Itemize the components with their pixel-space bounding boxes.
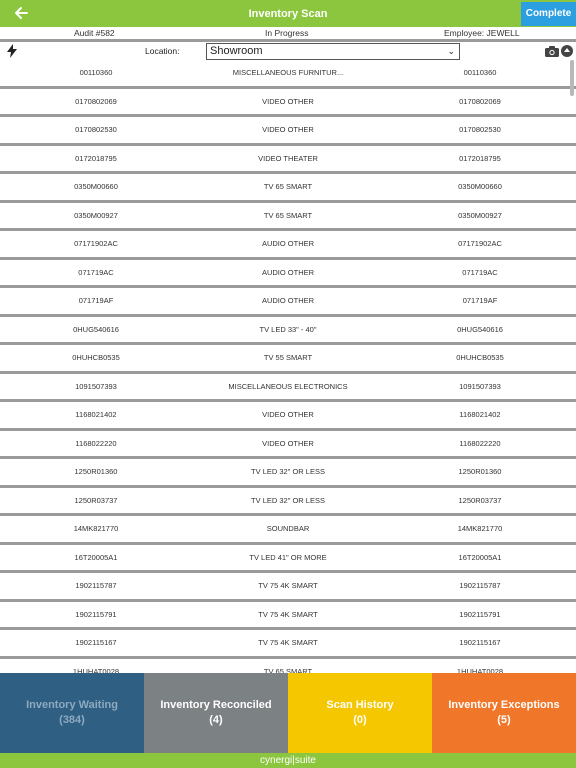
item-serial: 0HUHCB0535	[456, 353, 504, 362]
item-description: TV LED 32" OR LESS	[251, 495, 325, 505]
tab-count: (0)	[353, 714, 367, 726]
table-row[interactable]	[0, 402, 576, 431]
item-serial: 1250R03737	[458, 495, 502, 505]
item-serial: 1168021402	[459, 410, 501, 419]
complete-button[interactable]: Complete	[521, 2, 576, 26]
location-bar	[0, 42, 576, 60]
tab-inventory-exceptions[interactable]	[432, 673, 576, 753]
tab-label: Scan History	[326, 699, 394, 711]
employee-name: Employee: JEWELL	[444, 28, 520, 38]
table-row[interactable]	[0, 260, 576, 289]
item-serial: 14MK821770	[457, 524, 503, 533]
item-description: AUDIO OTHER	[261, 239, 315, 248]
location-select[interactable]	[206, 43, 460, 60]
item-serial: 1902115791	[459, 609, 501, 619]
tab-label: Inventory Reconciled	[160, 699, 272, 711]
inventory-list[interactable]	[0, 60, 576, 673]
tab-label: Inventory Exceptions	[448, 699, 560, 711]
page-title: Inventory Scan	[248, 8, 328, 20]
item-description: VIDEO OTHER	[262, 438, 314, 448]
item-description: TV 55 SMART	[263, 353, 313, 362]
audit-status: In Progress	[265, 28, 309, 38]
item-serial: 07171902AC	[74, 239, 118, 248]
table-row[interactable]	[0, 288, 576, 317]
table-row[interactable]	[0, 602, 576, 631]
table-row[interactable]	[0, 60, 576, 89]
item-serial: 0HUG540616	[457, 324, 503, 334]
table-row[interactable]	[0, 488, 576, 517]
bottom-tabs	[0, 673, 576, 753]
item-description: TV 75 4K SMART	[258, 609, 318, 619]
item-serial: 1902115791	[75, 609, 117, 619]
item-serial: 00110360	[463, 68, 497, 77]
brand-footer: cynergi|suite	[0, 753, 576, 768]
item-serial: 1250R01360	[458, 467, 502, 476]
audit-number: Audit #582	[74, 28, 115, 38]
table-row[interactable]	[0, 89, 576, 118]
table-row[interactable]	[0, 630, 576, 659]
item-serial: 0350M00927	[74, 210, 118, 220]
item-serial: 0170802069	[75, 96, 117, 106]
table-row[interactable]	[0, 203, 576, 232]
chevron-down-icon: ⌄	[447, 46, 455, 56]
item-serial: 1HUHAT0028	[72, 666, 120, 673]
table-row[interactable]	[0, 231, 576, 260]
scroll-up-icon[interactable]	[561, 45, 573, 57]
item-serial: 07171902AC	[458, 239, 502, 248]
item-description: VIDEO OTHER	[262, 125, 314, 134]
item-serial: 14MK821770	[73, 524, 119, 533]
item-description: VIDEO THEATER	[258, 153, 318, 163]
item-serial: 1091507393	[459, 381, 501, 391]
item-serial: 0170802069	[459, 96, 501, 106]
item-serial: 0350M00660	[74, 182, 118, 191]
item-serial: 1902115787	[459, 581, 501, 590]
tab-label: Inventory Waiting	[26, 699, 118, 711]
table-row[interactable]	[0, 573, 576, 602]
tab-count: (384)	[59, 714, 85, 726]
item-serial: 16T20005A1	[74, 552, 118, 562]
tab-inventory-reconciled[interactable]	[144, 673, 288, 753]
item-serial: 1902115167	[459, 638, 501, 647]
table-row[interactable]	[0, 659, 576, 674]
audit-info-bar	[0, 27, 576, 39]
table-row[interactable]	[0, 431, 576, 460]
table-row[interactable]	[0, 459, 576, 488]
item-description: AUDIO OTHER	[261, 267, 315, 277]
table-row[interactable]	[0, 516, 576, 545]
tab-count: (4)	[209, 714, 223, 726]
item-serial: 1091507393	[75, 381, 117, 391]
item-description: VIDEO OTHER	[262, 96, 314, 106]
item-serial: 1902115787	[75, 581, 117, 590]
item-description: VIDEO OTHER	[262, 410, 314, 419]
item-description: TV 65 SMART	[263, 666, 313, 673]
item-serial: 1168022220	[459, 438, 501, 448]
item-serial: 0170802530	[459, 125, 501, 134]
table-row[interactable]	[0, 317, 576, 346]
bolt-icon[interactable]	[6, 44, 18, 58]
table-row[interactable]	[0, 117, 576, 146]
scrollbar[interactable]	[570, 60, 574, 96]
item-description: TV 65 SMART	[263, 182, 313, 191]
tab-scan-history[interactable]	[288, 673, 432, 753]
item-description: TV LED 33" - 40"	[259, 324, 317, 334]
item-serial: 0172018795	[75, 153, 117, 163]
item-description: MISCELLANEOUS FURNITUR...	[232, 68, 344, 77]
item-description: TV LED 41" OR MORE	[249, 552, 327, 562]
item-serial: 071719AF	[78, 296, 114, 305]
item-serial: 0172018795	[459, 153, 501, 163]
item-serial: 0HUG540616	[73, 324, 119, 334]
item-description: TV 75 4K SMART	[258, 581, 318, 590]
item-serial: 0350M00660	[458, 182, 502, 191]
item-serial: 1902115167	[75, 638, 117, 647]
item-description: TV 65 SMART	[263, 210, 313, 220]
item-serial: 071719AF	[462, 296, 498, 305]
item-serial: 0350M00927	[458, 210, 502, 220]
location-label: Location:	[145, 46, 180, 56]
item-serial: 071719AC	[462, 267, 498, 277]
item-serial: 0HUHCB0535	[72, 353, 120, 362]
item-serial: 0170802530	[75, 125, 117, 134]
item-description: SOUNDBAR	[266, 524, 310, 533]
item-description: MISCELLANEOUS ELECTRONICS	[228, 381, 348, 391]
table-row[interactable]	[0, 345, 576, 374]
tab-inventory-waiting[interactable]	[0, 673, 144, 753]
location-value: Showroom	[210, 45, 263, 57]
item-serial: 1168022220	[75, 438, 117, 448]
table-row[interactable]	[0, 545, 576, 574]
item-serial: 1250R01360	[74, 467, 118, 476]
item-serial: 16T20005A1	[458, 552, 502, 562]
item-description: TV LED 32" OR LESS	[251, 467, 325, 476]
table-row[interactable]	[0, 374, 576, 403]
item-serial: 071719AC	[78, 267, 114, 277]
table-row[interactable]	[0, 174, 576, 203]
item-description: AUDIO OTHER	[261, 296, 315, 305]
item-description: TV 75 4K SMART	[258, 638, 318, 647]
item-serial: 1168021402	[75, 410, 117, 419]
item-serial: 1HUHAT0028	[456, 666, 504, 673]
top-app-bar	[0, 0, 576, 27]
table-row[interactable]	[0, 146, 576, 175]
camera-icon[interactable]	[545, 46, 559, 57]
item-serial: 1250R03737	[74, 495, 118, 505]
tab-count: (5)	[497, 714, 511, 726]
item-serial: 00110360	[79, 68, 113, 77]
